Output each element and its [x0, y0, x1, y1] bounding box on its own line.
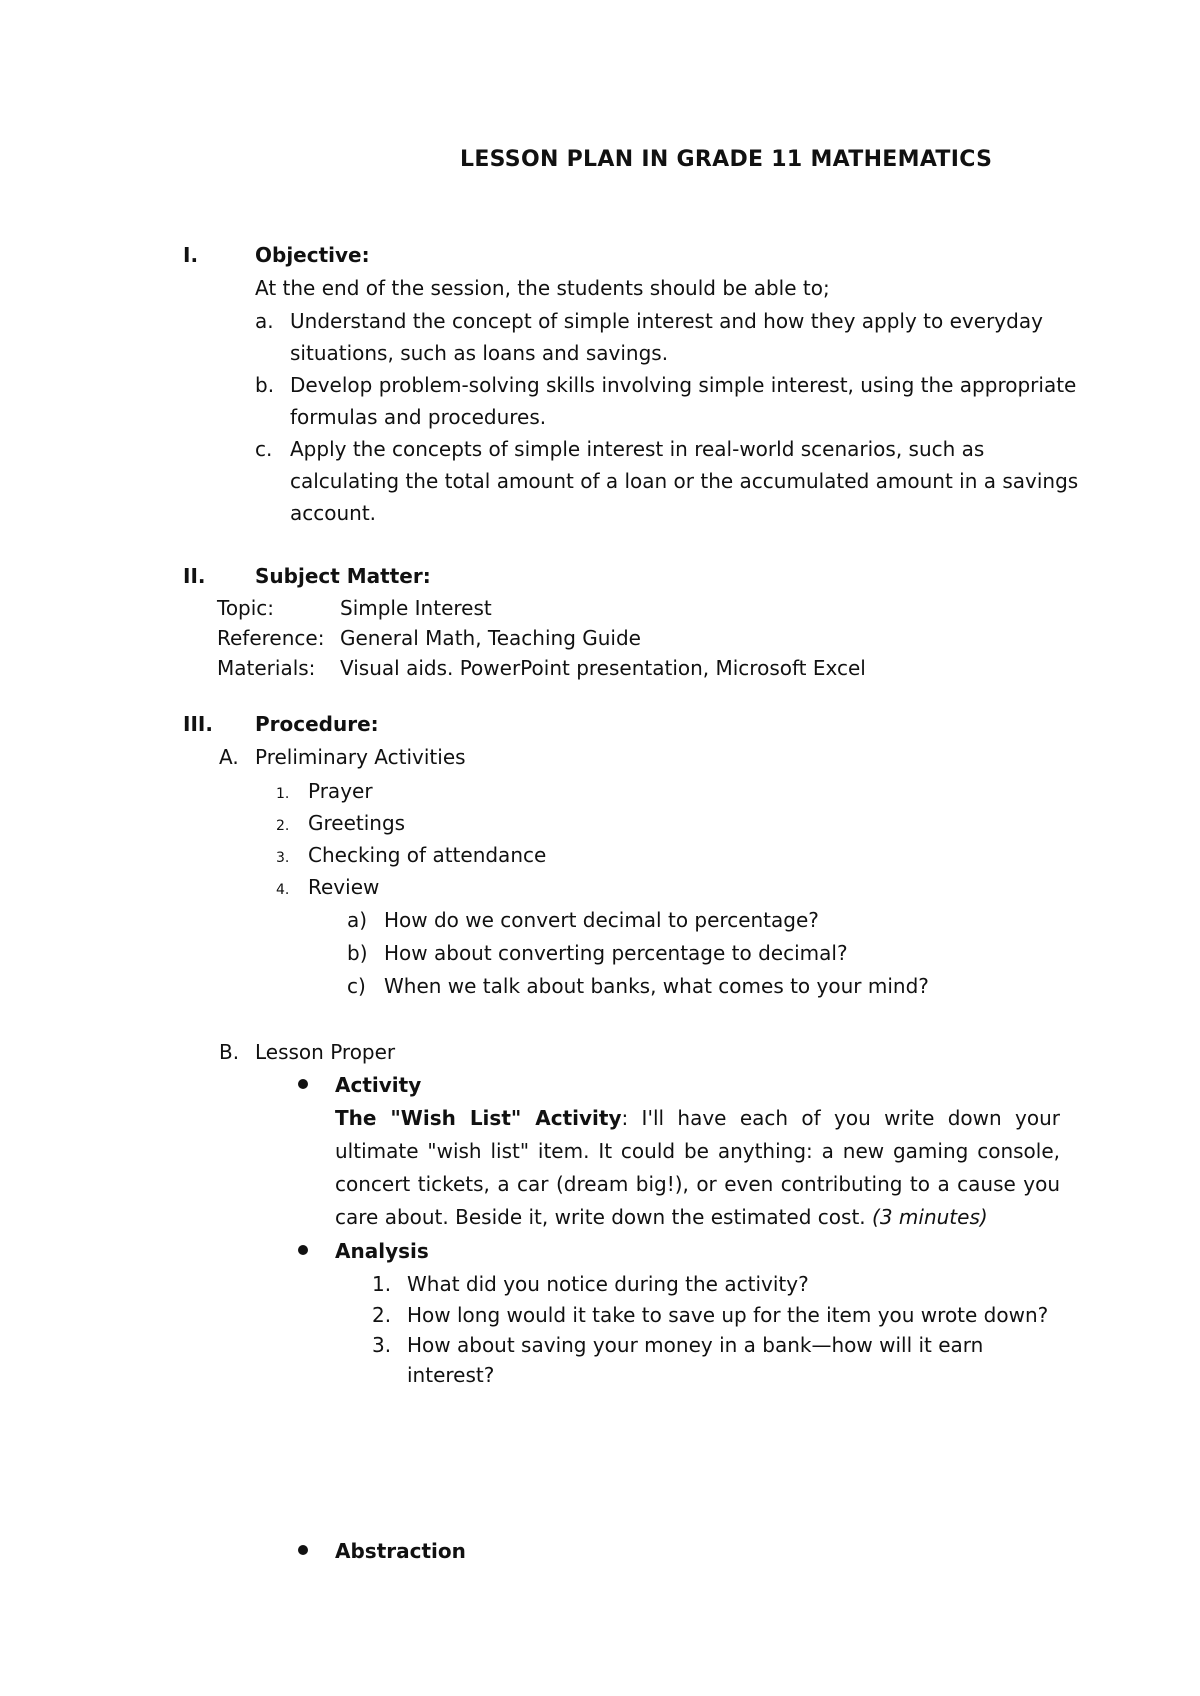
activity-description — [335, 1102, 1060, 1234]
bullet-icon — [298, 1245, 308, 1255]
bullet-icon — [298, 1545, 308, 1555]
preliminary-item-prayer: Prayer — [308, 779, 373, 803]
section-numeral-subject: II. — [183, 564, 206, 588]
page-title: LESSON PLAN IN GRADE 11 MATHEMATICS — [460, 147, 993, 172]
abstraction-heading: Abstraction — [335, 1539, 466, 1563]
subject-value-materials: Visual aids. PowerPoint presentation, Microsoft Excel — [340, 656, 866, 680]
objective-a-line-2: situations, such as loans and savings. — [290, 341, 669, 365]
subject-value-reference: General Math, Teaching Guide — [340, 626, 641, 650]
preliminary-marker-3: 3. — [276, 850, 290, 866]
section-numeral-objective: I. — [183, 243, 199, 267]
analysis-question-3-line-1: How about saving your money in a bank—how will it earn — [407, 1333, 984, 1357]
review-question-a: How do we convert decimal to percentage? — [384, 908, 819, 932]
preliminary-item-review: Review — [308, 875, 380, 899]
objective-b-line-1: Develop problem-solving skills involving simple interest, using the appropriate — [290, 373, 1077, 397]
subject-label-topic: Topic: — [217, 596, 275, 620]
analysis-question-1: What did you notice during the activity? — [407, 1272, 809, 1296]
objective-c-line-1: Apply the concepts of simple interest in real-world scenarios, such as — [290, 437, 985, 461]
lesson-proper-label: Lesson Proper — [255, 1040, 396, 1064]
preliminary-item-greetings: Greetings — [308, 811, 406, 835]
analysis-marker-3: 3. — [372, 1333, 392, 1357]
objective-marker-a: a. — [255, 309, 274, 333]
bullet-icon — [298, 1079, 308, 1089]
preliminary-marker-1: 1. — [276, 786, 290, 802]
activity-name: The "Wish List" Activity — [335, 1106, 622, 1130]
subject-value-topic: Simple Interest — [340, 596, 492, 620]
analysis-question-3-line-2: interest? — [407, 1363, 495, 1387]
preliminary-marker: A. — [219, 745, 239, 769]
activity-text: : I'll have each of you write down your ultimate "wish list" item. It could be anything: a new gaming console, concert tickets, a car (dream big!), or even contributing to a cause you care about. Beside it, write down the estimated cost. — [335, 1106, 1060, 1229]
review-marker-a: a) — [347, 908, 368, 932]
objective-a-line-1: Understand the concept of simple interest and how they apply to everyday — [290, 309, 1043, 333]
subject-matter-heading: Subject Matter: — [255, 564, 431, 588]
review-question-b: How about converting percentage to decimal? — [384, 941, 848, 965]
activity-heading: Activity — [335, 1073, 422, 1097]
preliminary-marker-2: 2. — [276, 818, 290, 834]
objective-marker-b: b. — [255, 373, 275, 397]
review-marker-b: b) — [347, 941, 368, 965]
section-numeral-procedure: III. — [183, 712, 213, 736]
analysis-marker-2: 2. — [372, 1303, 392, 1327]
analysis-marker-1: 1. — [372, 1272, 392, 1296]
preliminary-label: Preliminary Activities — [255, 745, 466, 769]
review-marker-c: c) — [347, 974, 366, 998]
activity-time: (3 minutes) — [872, 1205, 988, 1229]
objective-heading: Objective: — [255, 243, 370, 267]
subject-label-reference: Reference: — [217, 626, 325, 650]
preliminary-marker-4: 4. — [276, 882, 290, 898]
lesson-proper-marker: B. — [219, 1040, 240, 1064]
analysis-question-2: How long would it take to save up for the item you wrote down? — [407, 1303, 1049, 1327]
objective-intro: At the end of the session, the students should be able to; — [255, 276, 830, 300]
objective-c-line-2: calculating the total amount of a loan or the accumulated amount in a savings — [290, 469, 1079, 493]
review-question-c: When we talk about banks, what comes to your mind? — [384, 974, 929, 998]
analysis-heading: Analysis — [335, 1239, 429, 1263]
preliminary-item-attendance: Checking of attendance — [308, 843, 547, 867]
subject-label-materials: Materials: — [217, 656, 316, 680]
objective-marker-c: c. — [255, 437, 273, 461]
objective-b-line-2: formulas and procedures. — [290, 405, 547, 429]
procedure-heading: Procedure: — [255, 712, 379, 736]
objective-c-line-3: account. — [290, 501, 377, 525]
